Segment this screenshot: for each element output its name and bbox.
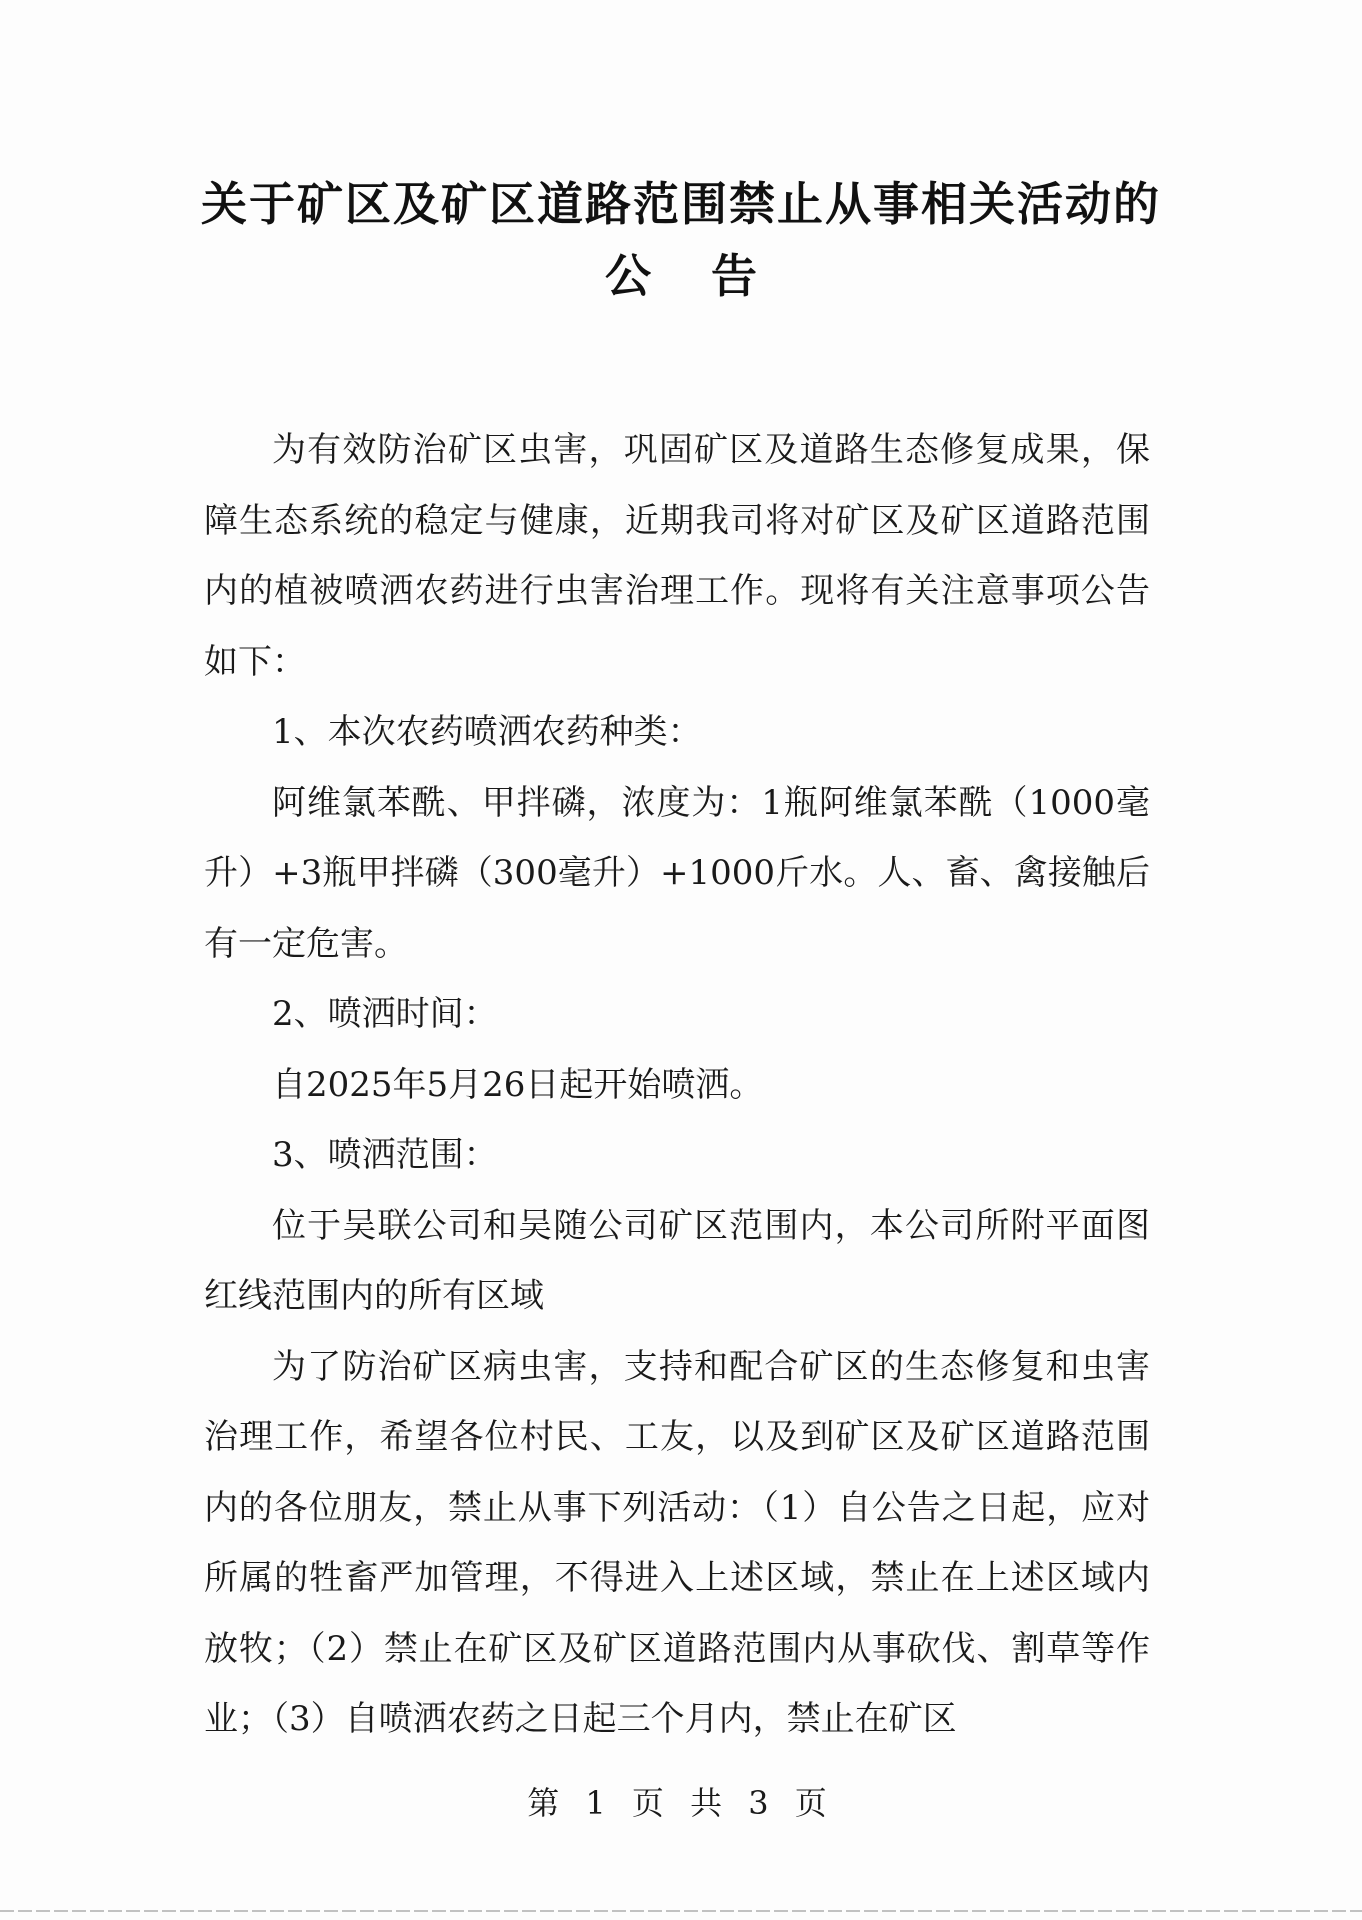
document-body bbox=[204, 415, 1150, 1755]
scan-edge-divider bbox=[0, 1910, 1362, 1912]
paragraph-item-1-content: 阿维氯苯酰、甲拌磷，浓度为：1瓶阿维氯苯酰（1000毫升）+3瓶甲拌磷（300毫升）+1000斤水。人、畜、禽接触后有一定危害。 bbox=[204, 782, 1150, 964]
paragraph-item-2-content: 自2025年5月26日起开始喷洒。 bbox=[272, 1064, 764, 1105]
paragraph-intro: 为有效防治矿区虫害，巩固矿区及道路生态修复成果，保障生态系统的稳定与健康，近期我司将对矿区及矿区道路范围内的植被喷洒农药进行虫害治理工作。现将有关注意事项公告如下： bbox=[204, 430, 1150, 682]
page-number-footer: 第 1 页 共 3 页 bbox=[527, 1784, 835, 1822]
paragraph-prohibitions: 为了防治矿区病虫害，支持和配合矿区的生态修复和虫害治理工作，希望各位村民、工友，以及到矿区及矿区道路范围内的各位朋友，禁止从事下列活动：（1）自公告之日起，应对所属的牲畜严加管理，不得进入上述区域，禁止在上述区域内放牧；（2）禁止在矿区及矿区道路范围内从事砍伐、割草等作业；（3）自喷洒农药之日起三个月内，禁止在矿区 bbox=[204, 1346, 1150, 1739]
document-title: 关于矿区及矿区道路范围禁止从事相关活动的 bbox=[201, 177, 1161, 231]
paragraph-item-3-heading: 3、喷洒范围： bbox=[272, 1135, 498, 1175]
paragraph-item-3-content: 位于吴联公司和吴随公司矿区范围内，本公司所附平面图红线范围内的所有区域 bbox=[204, 1205, 1150, 1316]
paragraph-item-1-heading: 1、本次农药喷洒农药种类： bbox=[272, 712, 702, 752]
paragraph-item-2-heading: 2、喷洒时间： bbox=[272, 994, 498, 1034]
document-title-subtitle: 公告 bbox=[605, 249, 817, 303]
